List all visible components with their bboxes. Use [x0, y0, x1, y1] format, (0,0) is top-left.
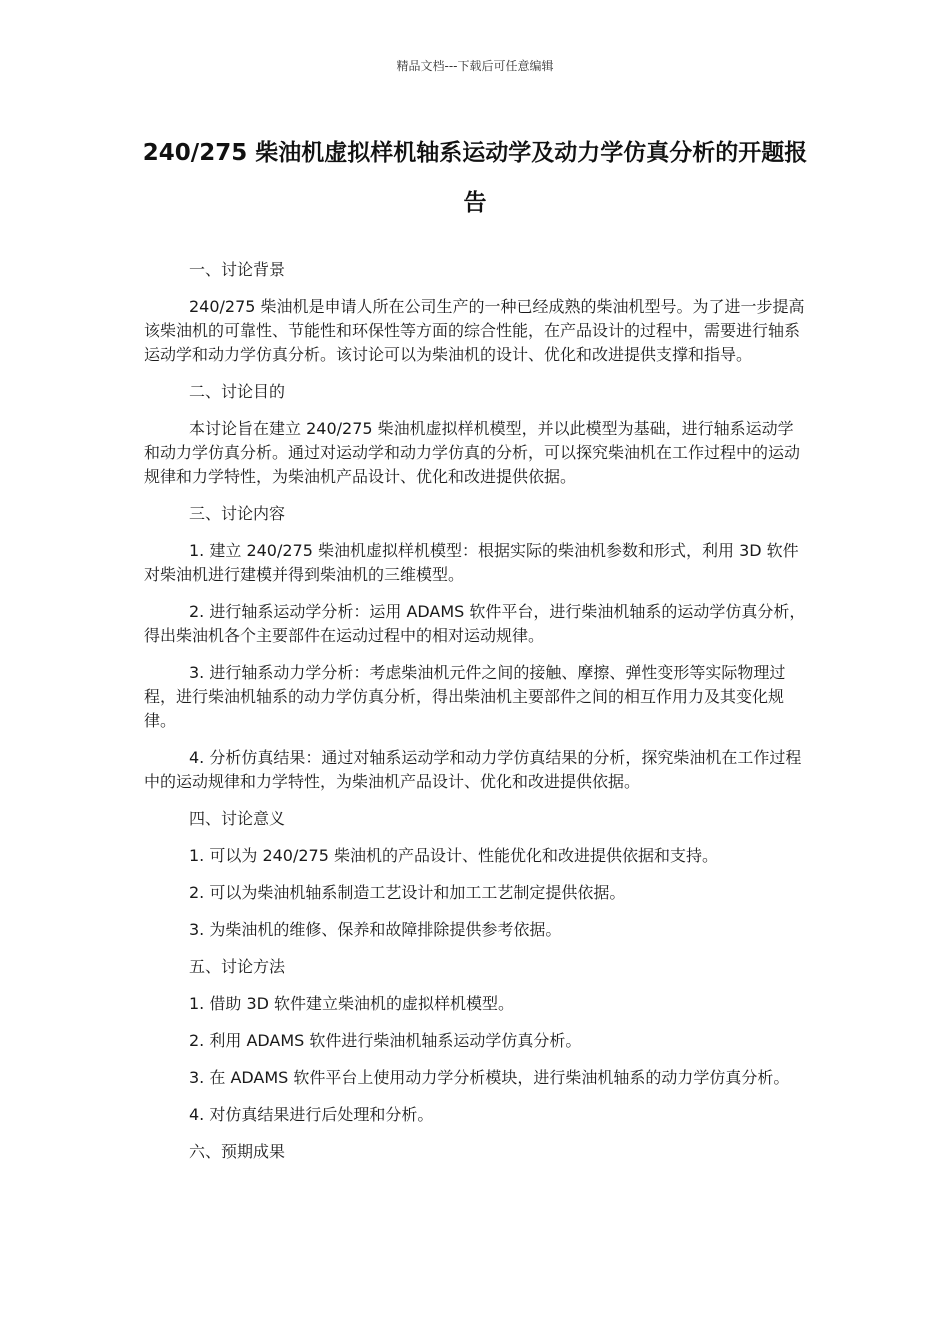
- section-heading-background: 一、讨论背景: [189, 260, 286, 279]
- section-heading-purpose: 二、讨论目的: [189, 382, 286, 401]
- content-item-2: 2. 进行轴系运动学分析：运用 ADAMS 软件平台，进行柴油机轴系的运动学仿真分析，得出柴油机各个主要部件在运动过程中的相对运动规律。: [144, 602, 806, 645]
- content-item-3: 3. 进行轴系动力学分析：考虑柴油机元件之间的接触、摩擦、弹性变形等实际物理过程，进行柴油机轴系的动力学仿真分析，得出柴油机主要部件之间的相互作用力及其变化规律。: [144, 663, 786, 730]
- document-title: 240/275 柴油机虚拟样机轴系运动学及动力学仿真分析的开题报告: [142, 140, 808, 216]
- section-heading-content: 三、讨论内容: [189, 504, 286, 523]
- purpose-paragraph: 本讨论旨在建立 240/275 柴油机虚拟样机模型，并以此模型为基础，进行轴系运动学和动力学仿真分析。通过对运动学和动力学仿真的分析，可以探究柴油机在工作过程中的运动规律和力学特性，为柴油机产品设计、优化和改进提供依据。: [144, 419, 801, 486]
- method-item-1: 1. 借助 3D 软件建立柴油机的虚拟样机模型。: [189, 994, 515, 1013]
- significance-item-1: 1. 可以为 240/275 柴油机的产品设计、性能优化和改进提供依据和支持。: [189, 846, 718, 865]
- page-header: 精品文档---下载后可任意编辑: [396, 59, 554, 73]
- section-heading-significance: 四、讨论意义: [189, 809, 286, 828]
- document-body: [144, 258, 806, 1177]
- section-heading-expected-results: 六、预期成果: [189, 1142, 286, 1161]
- background-paragraph: 240/275 柴油机是申请人所在公司生产的一种已经成熟的柴油机型号。为了进一步提高该柴油机的可靠性、节能性和环保性等方面的综合性能，在产品设计的过程中，需要进行轴系运动学和动力学仿真分析。该讨论可以为柴油机的设计、优化和改进提供支撑和指导。: [144, 297, 805, 364]
- section-heading-method: 五、讨论方法: [189, 957, 286, 976]
- significance-item-2: 2. 可以为柴油机轴系制造工艺设计和加工工艺制定提供依据。: [189, 883, 626, 902]
- content-item-1: 1. 建立 240/275 柴油机虚拟样机模型：根据实际的柴油机参数和形式，利用 3D 软件对柴油机进行建模并得到柴油机的三维模型。: [144, 541, 799, 584]
- method-item-2: 2. 利用 ADAMS 软件进行柴油机轴系运动学仿真分析。: [189, 1031, 582, 1050]
- method-item-4: 4. 对仿真结果进行后处理和分析。: [189, 1105, 434, 1124]
- method-item-3: 3. 在 ADAMS 软件平台上使用动力学分析模块，进行柴油机轴系的动力学仿真分析。: [189, 1068, 790, 1087]
- content-item-4: 4. 分析仿真结果：通过对轴系运动学和动力学仿真结果的分析，探究柴油机在工作过程中的运动规律和力学特性，为柴油机产品设计、优化和改进提供依据。: [144, 748, 802, 791]
- significance-item-3: 3. 为柴油机的维修、保养和故障排除提供参考依据。: [189, 920, 562, 939]
